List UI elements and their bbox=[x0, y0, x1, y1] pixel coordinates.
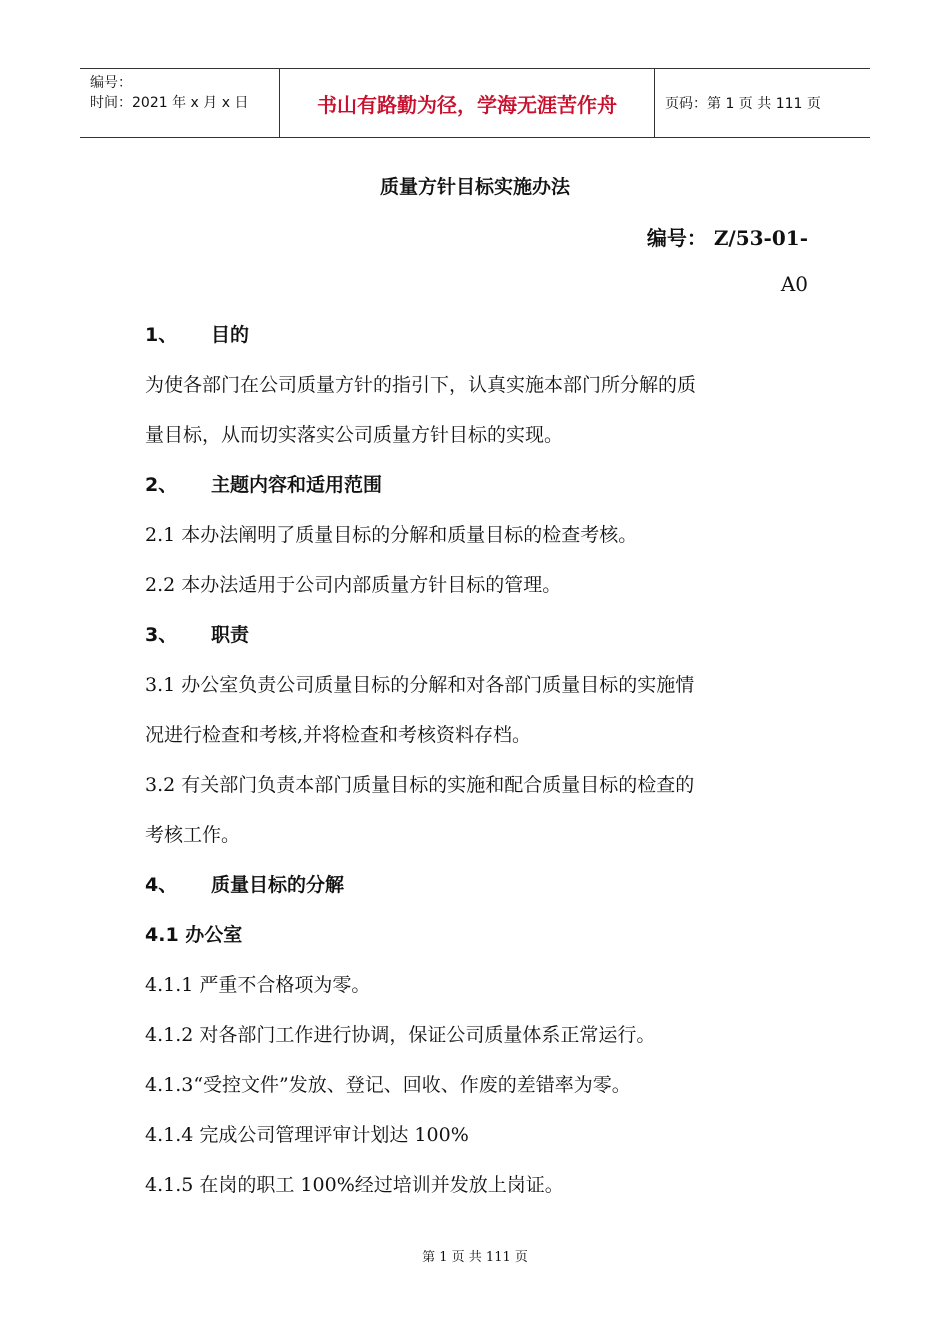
paragraph-line: 4.1.3“受控文件”发放、登记、回收、作废的差错率为零。 bbox=[145, 1074, 631, 1096]
paragraph-line: 3.1 办公室负责公司质量目标的分解和对各部门质量目标的实施情 bbox=[145, 674, 695, 696]
paragraph-line: 4.1.1 严重不合格项为零。 bbox=[145, 974, 371, 996]
paragraph-line: 况进行检查和考核,并将检查和考核资料存档。 bbox=[145, 724, 532, 746]
paragraph-line: 量目标，从而切实落实公司质量方针目标的实现。 bbox=[145, 424, 564, 446]
section-heading: 3、 职责 bbox=[145, 624, 250, 646]
section-heading: 4、 质量目标的分解 bbox=[145, 874, 345, 896]
section-heading: 1、 目的 bbox=[145, 324, 250, 346]
paragraph-line: 4.1.2 对各部门工作进行协调，保证公司质量体系正常运行。 bbox=[145, 1024, 656, 1046]
document-number-suffix: A0 bbox=[780, 272, 808, 296]
document-body bbox=[145, 310, 810, 1210]
paragraph-line: 4.1.5 在岗的职工 100%经过培训并发放上岗证。 bbox=[145, 1174, 564, 1196]
document-title: 质量方针目标实施办法 bbox=[379, 176, 570, 198]
time-label: 时间：2021 年 x 月 x 日 bbox=[90, 95, 249, 111]
page-header bbox=[80, 68, 870, 138]
section-heading: 2、 主题内容和适用范围 bbox=[145, 474, 383, 496]
paragraph-line: 考核工作。 bbox=[145, 824, 241, 846]
header-info bbox=[80, 69, 280, 137]
header-page-info: 页码：第 1 页 共 111 页 bbox=[665, 96, 821, 112]
page-footer: 第 1 页 共 111 页 bbox=[422, 1250, 528, 1265]
paragraph-line: 4.1.4 完成公司管理评审计划达 100% bbox=[145, 1124, 469, 1146]
subsection-heading: 4.1 办公室 bbox=[145, 924, 243, 946]
paragraph-line: 3.2 有关部门负责本部门质量目标的实施和配合质量目标的检查的 bbox=[145, 774, 695, 796]
code-label: 编号： bbox=[90, 75, 132, 91]
header-motto: 书山有路勤为径，学海无涯苦作舟 bbox=[280, 69, 655, 137]
document-number: 编号： Z/53-01- bbox=[646, 226, 808, 250]
paragraph-line: 2.1 本办法阐明了质量目标的分解和质量目标的检查考核。 bbox=[145, 524, 638, 546]
paragraph-line: 为使各部门在公司质量方针的指引下，认真实施本部门所分解的质 bbox=[145, 374, 697, 396]
paragraph-line: 2.2 本办法适用于公司内部质量方针目标的管理。 bbox=[145, 574, 562, 596]
